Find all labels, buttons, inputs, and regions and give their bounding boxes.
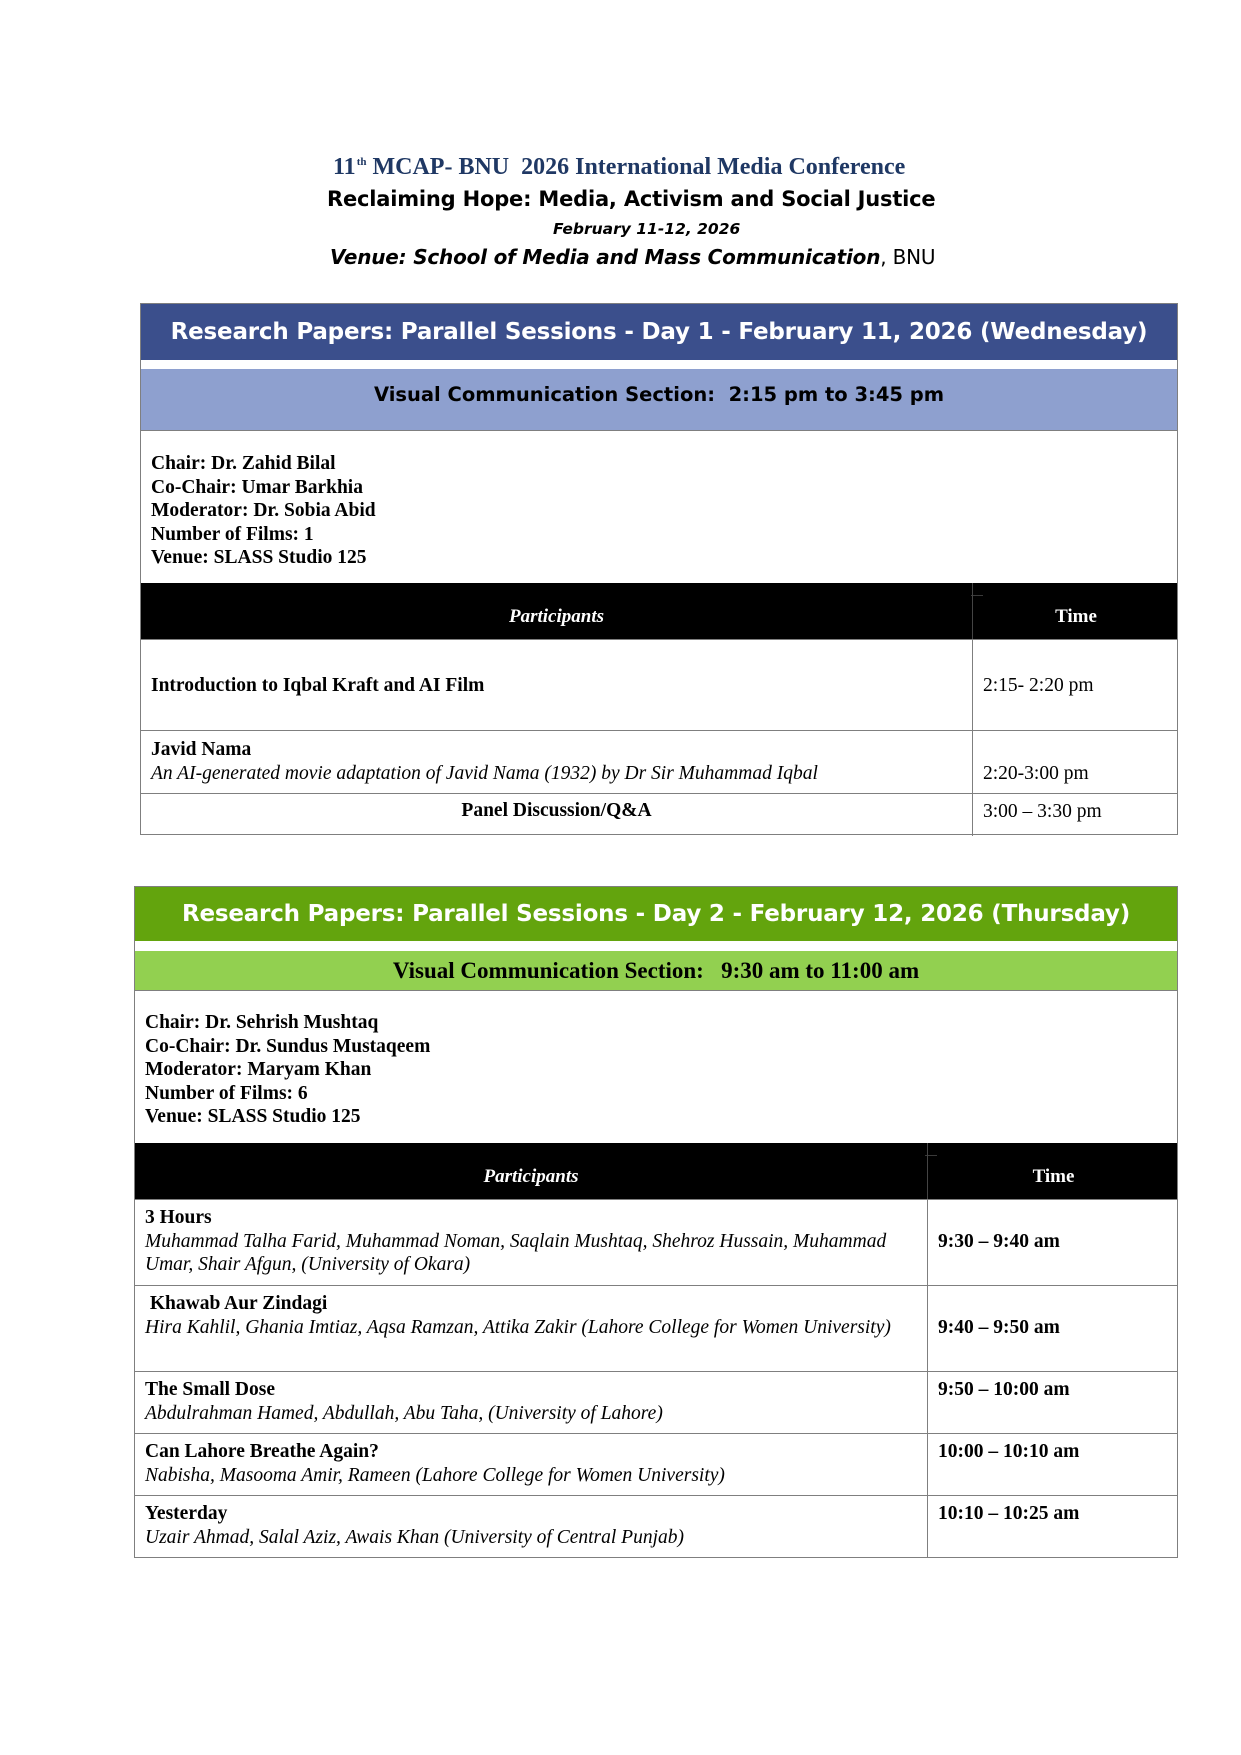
row-content xyxy=(145,1502,905,1549)
row-time: 9:50 – 10:00 am xyxy=(938,1379,1070,1400)
day2-venue: Venue: SLASS Studio 125 xyxy=(145,1106,361,1127)
table-row xyxy=(135,1433,1177,1495)
table-row xyxy=(135,1371,1177,1433)
table-row xyxy=(141,793,1177,836)
day1-films-count: Number of Films: 1 xyxy=(151,523,314,545)
day2-table-header xyxy=(135,1143,1177,1199)
day1-section-band: Visual Communication Section: 2:15 pm to 3:45 pm xyxy=(141,369,1177,431)
day1-moderator: Moderator: Dr. Sobia Abid xyxy=(151,500,376,521)
day1-session-info xyxy=(151,452,376,570)
row-description: Uzair Ahmad, Salal Aziz, Awais Khan (University of Central Punjab) xyxy=(145,1526,684,1548)
conference-subtitle: Reclaiming Hope: Media, Activism and Social Justice xyxy=(327,187,936,211)
row-time: 9:30 – 9:40 am xyxy=(938,1231,1060,1252)
row-time: 2:15- 2:20 pm xyxy=(983,675,1094,696)
row-time: 10:00 – 10:10 am xyxy=(938,1441,1080,1462)
row-title: Yesterday xyxy=(145,1503,228,1524)
day2-section-band: Visual Communication Section: 9:30 am to 11:00 am xyxy=(135,951,1177,991)
day2-banner: Research Papers: Parallel Sessions - Day 2 - February 12, 2026 (Thursday) xyxy=(135,887,1177,941)
day2-session-table xyxy=(134,886,1178,1558)
day2-films-count: Number of Films: 6 xyxy=(145,1082,308,1104)
row-title: 3 Hours xyxy=(145,1207,212,1228)
row-description: An AI-generated movie adaptation of Javid Nama (1932) by Dr Sir Muhammad Iqbal xyxy=(151,762,818,784)
table-row xyxy=(135,1199,1177,1285)
row-title: Javid Nama xyxy=(151,739,252,760)
row-time: 10:10 – 10:25 am xyxy=(938,1503,1080,1524)
day1-chair: Chair: Dr. Zahid Bilal xyxy=(151,453,336,474)
row-time: 9:40 – 9:50 am xyxy=(938,1317,1060,1338)
row-description: Abdulrahman Hamed, Abdullah, Abu Taha, (University of Lahore) xyxy=(145,1402,663,1424)
day2-col-time: Time xyxy=(1032,1166,1075,1187)
row-time: 2:20-3:00 pm xyxy=(983,763,1089,784)
row-description: Muhammad Talha Farid, Muhammad Noman, Saqlain Mushtaq, Shehroz Hussain, Muhammad Umar, Shair Afgun, (University of Okara) xyxy=(145,1230,887,1275)
table-row xyxy=(135,1495,1177,1558)
day2-co-chair: Co-Chair: Dr. Sundus Mustaqeem xyxy=(145,1035,431,1057)
table-row xyxy=(135,1285,1177,1371)
conference-venue xyxy=(330,245,935,269)
row-content xyxy=(145,1292,905,1339)
row-content xyxy=(145,1206,905,1277)
venue-label: Venue: School of Media and Mass Communication xyxy=(330,245,881,269)
row-content xyxy=(145,1440,905,1487)
row-title: Introduction to Iqbal Kraft and AI Film xyxy=(151,675,485,696)
day2-chair: Chair: Dr. Sehrish Mushtaq xyxy=(145,1012,379,1033)
day1-col-time: Time xyxy=(1055,606,1097,627)
row-title: Can Lahore Breathe Again? xyxy=(145,1441,379,1462)
day1-banner: Research Papers: Parallel Sessions - Day 1 - February 11, 2026 (Wednesday) xyxy=(141,304,1177,360)
title-ordinal-suffix: th xyxy=(356,156,367,168)
row-title: Panel Discussion/Q&A xyxy=(461,800,652,821)
day1-co-chair: Co-Chair: Umar Barkhia xyxy=(151,476,363,498)
row-title: Khawab Aur Zindagi xyxy=(145,1293,328,1314)
day2-col-participants: Participants xyxy=(483,1166,579,1187)
day1-venue: Venue: SLASS Studio 125 xyxy=(151,547,367,568)
venue-suffix: , BNU xyxy=(880,245,936,269)
row-content xyxy=(151,738,818,785)
day2-session-info xyxy=(145,1011,430,1129)
day1-session-table xyxy=(140,303,1178,835)
title-ordinal: 11 xyxy=(333,154,356,180)
title-text: MCAP- BNU 2026 International Media Conference xyxy=(366,154,906,180)
conference-dates: February 11-12, 2026 xyxy=(553,220,741,238)
row-description: Nabisha, Masooma Amir, Rameen (Lahore College for Women University) xyxy=(145,1464,725,1486)
day2-moderator: Moderator: Maryam Khan xyxy=(145,1059,372,1080)
table-row xyxy=(141,639,1177,730)
row-time: 3:00 – 3:30 pm xyxy=(983,801,1102,822)
table-row xyxy=(141,730,1177,793)
row-description: Hira Kahlil, Ghania Imtiaz, Aqsa Ramzan, Attika Zakir (Lahore College for Women University) xyxy=(145,1316,891,1338)
row-content xyxy=(145,1378,905,1425)
row-title: The Small Dose xyxy=(145,1379,276,1400)
conference-title xyxy=(333,154,905,181)
day1-table-header xyxy=(141,583,1177,639)
day1-col-participants: Participants xyxy=(508,606,604,627)
